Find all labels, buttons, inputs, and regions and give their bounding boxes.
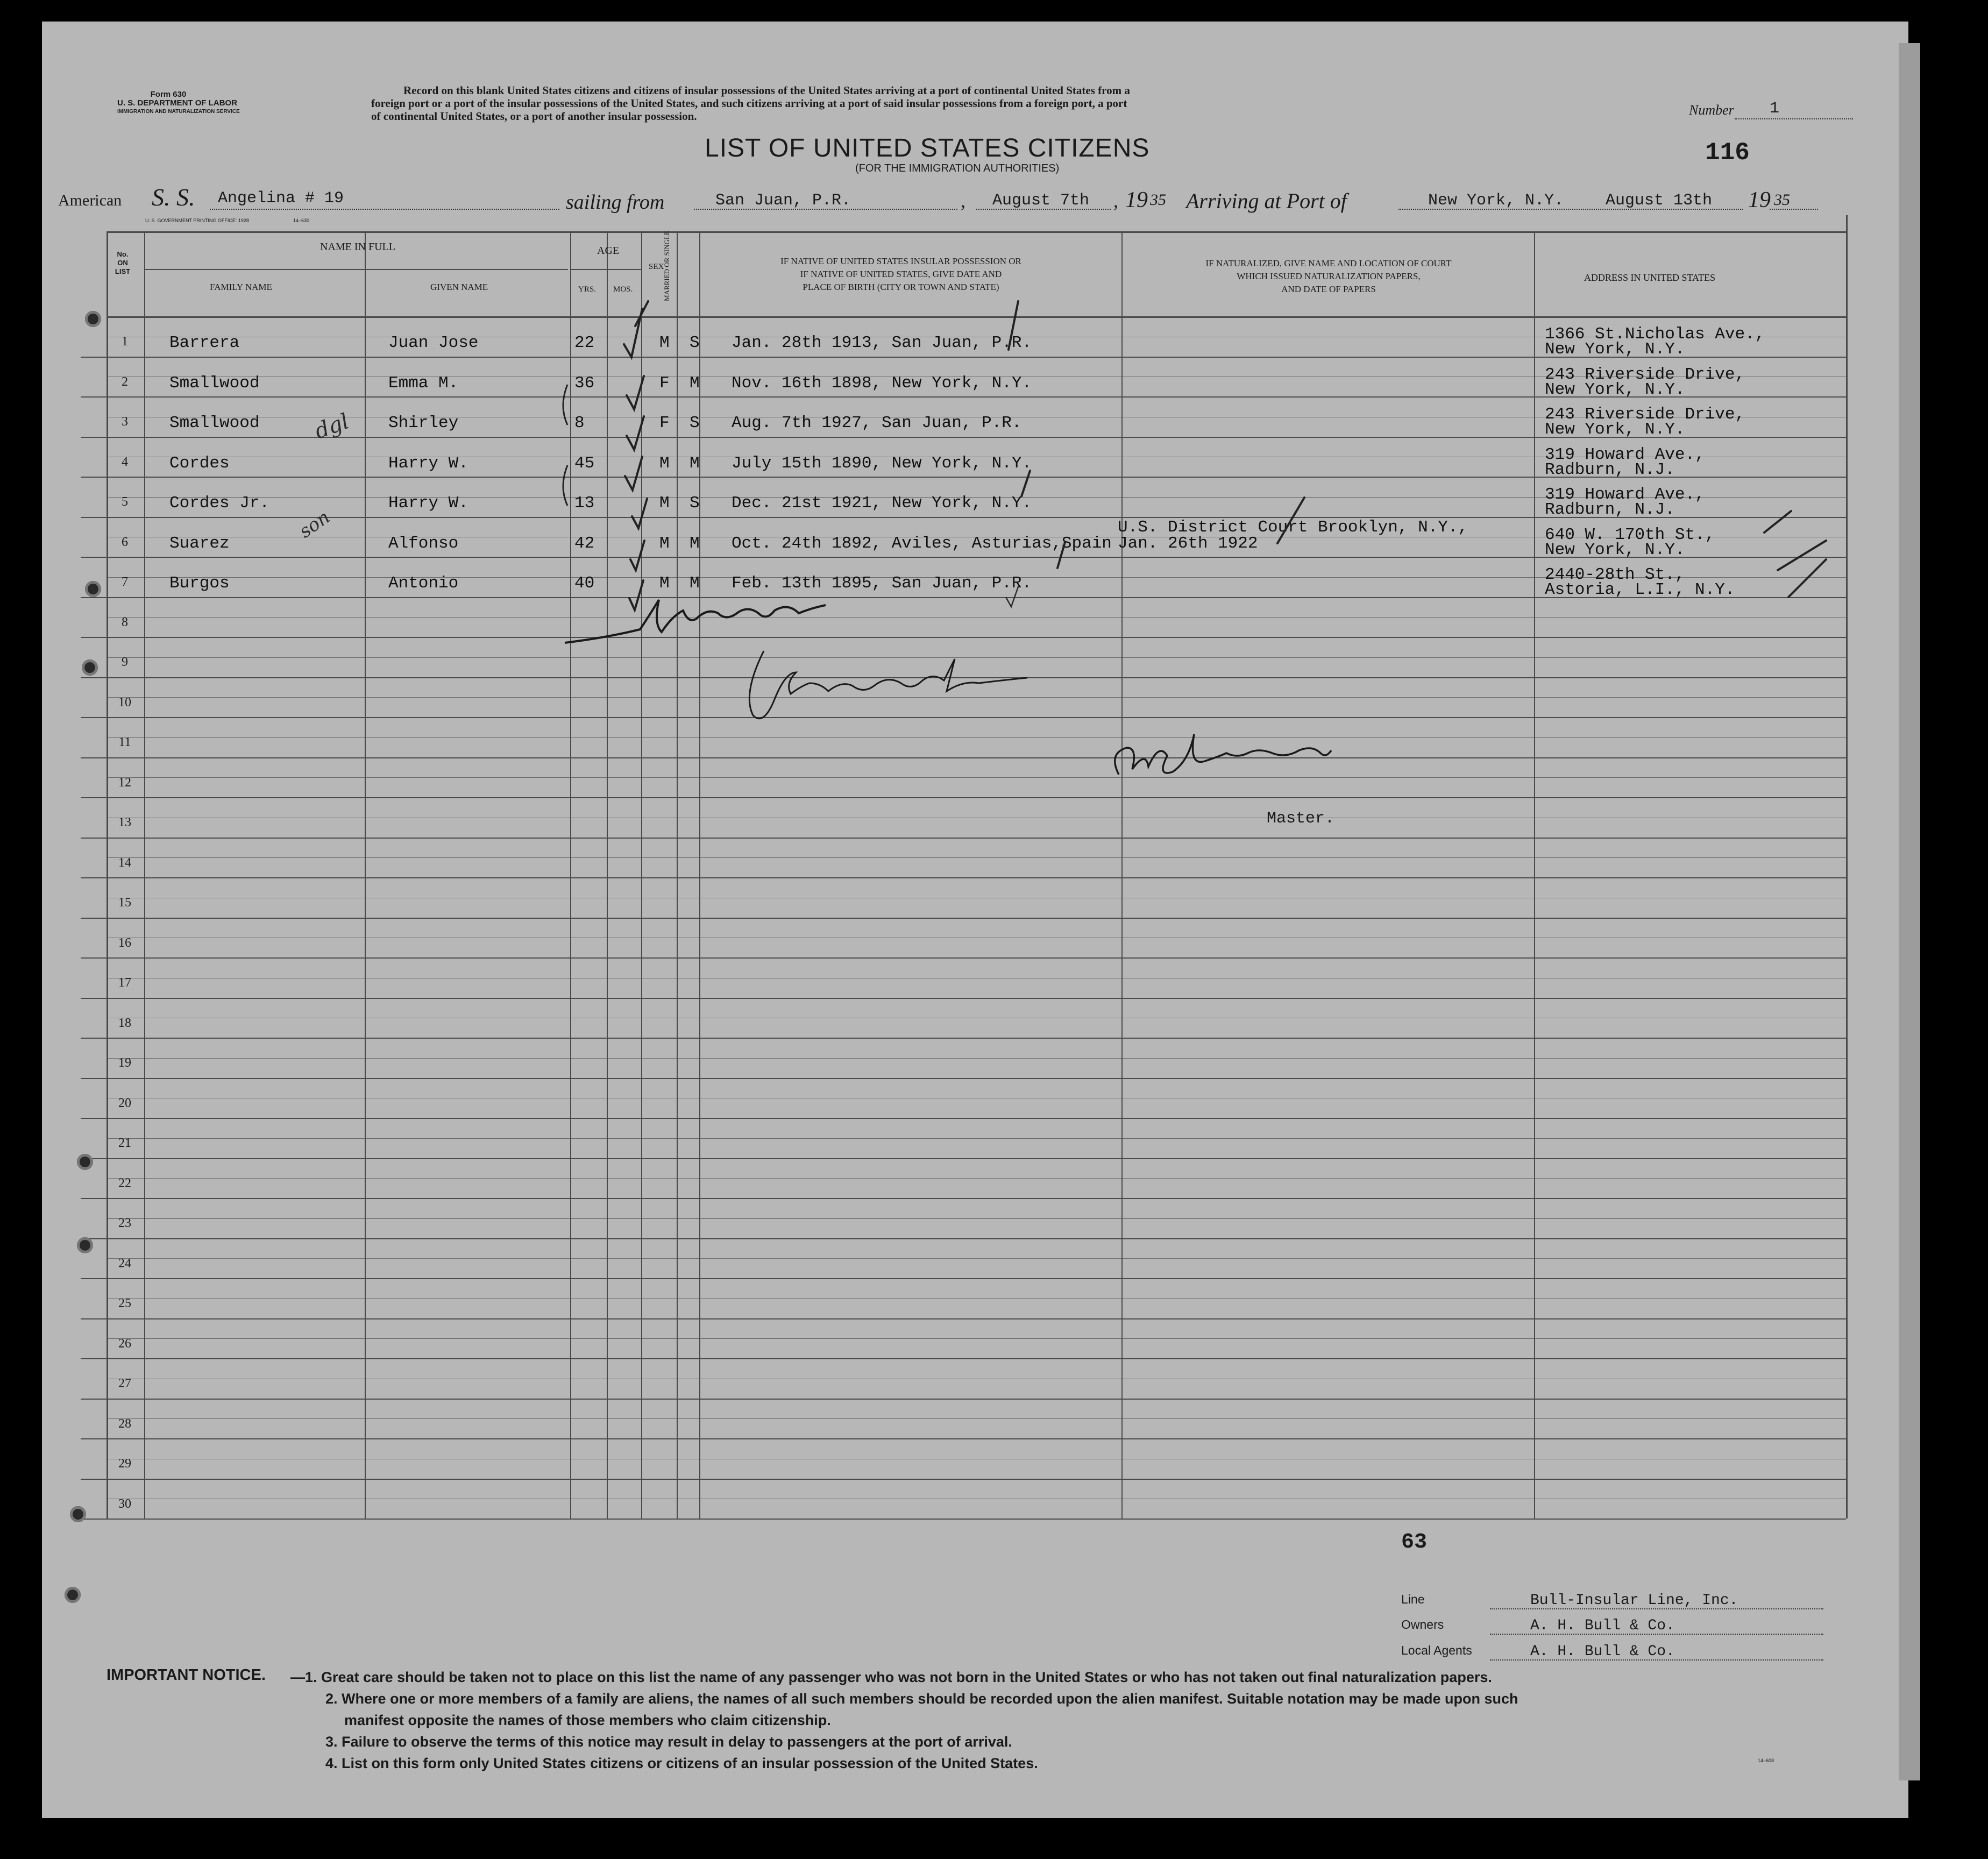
row-number: 1 <box>122 335 128 349</box>
row-number: 8 <box>122 615 128 629</box>
address-line-1-cell: 319 Howard Ave., <box>1545 445 1705 464</box>
marital-status-cell: M <box>690 454 700 473</box>
row-number: 13 <box>118 815 131 829</box>
header-age: AGE <box>597 245 620 257</box>
stamp-number: 63 <box>1401 1530 1428 1555</box>
margin-note-son: son <box>295 506 334 543</box>
age-years-cell: 8 <box>574 414 585 432</box>
family-name-cell: Suarez <box>169 534 230 553</box>
family-name-cell: Cordes <box>169 454 230 473</box>
marital-status-cell: S <box>690 334 700 352</box>
address-line-2-cell: New York, N.Y. <box>1545 380 1685 399</box>
check-marks <box>624 301 1826 610</box>
margin-notes <box>1006 585 1019 607</box>
header-name-in-full: NAME IN FULL <box>320 241 395 253</box>
brackets <box>563 385 567 506</box>
instruction-line: of continental United States, or a port of another insular possession. <box>371 110 697 123</box>
sex-cell: M <box>659 494 670 513</box>
notice-items <box>290 1666 1518 1774</box>
address-line-1-cell: 2440-28th St., <box>1545 565 1685 584</box>
check-mark <box>627 376 644 409</box>
check-mark <box>1057 542 1065 568</box>
address-line-1-cell: 243 Riverside Drive, <box>1545 365 1745 384</box>
given-name-cell: Antonio <box>388 574 459 593</box>
row-number: 30 <box>118 1497 131 1511</box>
header-text: IF NATIVE OF UNITED STATES INSULAR POSSESSION OR <box>780 256 1021 266</box>
check-mark <box>627 416 644 450</box>
header-text: LIST <box>115 267 131 275</box>
address-line-1-cell: 640 W. 170th St., <box>1545 526 1715 544</box>
sailing-from-label: sailing from <box>566 191 665 214</box>
marital-status-cell: S <box>690 494 700 513</box>
owners-label: Owners <box>1401 1617 1444 1631</box>
check-mark <box>1764 511 1791 533</box>
notice-item: manifest opposite the names of those members who claim citizenship. <box>344 1712 831 1728</box>
address-line-2-cell: New York, N.Y. <box>1545 340 1685 359</box>
header-family-name: FAMILY NAME <box>210 282 272 292</box>
instruction-line: Record on this blank United States citizens and citizens of insular possessions of the United States arriving at a port of continental United States from a <box>403 84 1130 97</box>
family-name-cell: Cordes Jr. <box>169 494 270 513</box>
family-name-cell: Barrera <box>169 334 240 352</box>
header-address: ADDRESS IN UNITED STATES <box>1584 272 1716 283</box>
address-line-2-cell: New York, N.Y. <box>1545 541 1685 559</box>
notice-item: 2. Where one or more members of a family are aliens, the names of all such members should be recorded upon the alien manifest. Suitable notation may be made upon such <box>325 1691 1518 1707</box>
address-line-1-cell: 243 Riverside Drive, <box>1545 405 1745 424</box>
signature-2 <box>749 651 1027 719</box>
row-number: 12 <box>118 776 131 790</box>
row-number: 28 <box>118 1417 131 1431</box>
row-number: 5 <box>122 495 128 509</box>
header-text: ON <box>117 259 128 267</box>
row-number: 10 <box>118 696 131 709</box>
row-number: 25 <box>118 1296 131 1310</box>
header-text: IF NATIVE OF UNITED STATES, GIVE DATE AND <box>800 269 1002 279</box>
master-label: Master. <box>1267 810 1335 828</box>
arrival-date: August 13th <box>1606 191 1713 210</box>
naturalization-date-cell: Jan. 26th 1922 <box>1118 534 1258 553</box>
check-mark <box>629 580 643 610</box>
marital-status-cell: S <box>690 414 700 432</box>
given-name-cell: Harry W. <box>388 454 468 473</box>
given-name-cell: Juan Jose <box>388 334 479 352</box>
form-dept: U. S. DEPARTMENT OF LABOR <box>117 98 238 108</box>
check-mark <box>1021 471 1030 496</box>
check-mark <box>630 541 644 570</box>
header-married-or-single: MARRIED OR SINGLE <box>663 231 671 301</box>
page-number-stamp: 116 <box>1705 139 1750 167</box>
line-label: Line <box>1401 1592 1425 1606</box>
birth-cell: Oct. 24th 1892, Aviles, Asturias,Spain <box>732 534 1112 553</box>
address-line-2-cell: Radburn, N.J. <box>1545 460 1675 479</box>
birth-cell: July 15th 1890, New York, N.Y. <box>732 454 1032 473</box>
row-number: 11 <box>118 735 131 749</box>
address-line-1-cell: 319 Howard Ave., <box>1545 485 1705 504</box>
arrival-year: 35 <box>1774 191 1790 209</box>
bracket <box>563 465 567 506</box>
address-line-2-cell: Astoria, L.I., N.Y. <box>1545 580 1735 599</box>
address-line-2-cell: Radburn, N.J. <box>1545 500 1675 519</box>
sex-cell: M <box>659 574 670 593</box>
row-number: 9 <box>122 655 128 669</box>
sex-cell: M <box>659 334 670 352</box>
marital-status-cell: M <box>690 374 700 393</box>
printing-office: U. S. GOVERNMENT PRINTING OFFICE: 1928 <box>145 218 249 223</box>
header-yrs: YRS. <box>578 285 596 294</box>
row-number: 3 <box>122 415 128 429</box>
age-years-cell: 45 <box>574 454 595 473</box>
row-number: 18 <box>118 1016 131 1030</box>
age-years-cell: 36 <box>574 374 595 393</box>
age-years-cell: 42 <box>574 534 595 553</box>
ss-label: S. S. <box>152 183 195 211</box>
age-years-cell: 13 <box>574 494 595 513</box>
family-name-cell: Smallwood <box>169 374 260 393</box>
footer-code: 14–608 <box>1758 1758 1774 1763</box>
sail-year: 35 <box>1150 191 1166 209</box>
check-mark <box>1788 559 1826 597</box>
vessel-name: Angelina # 19 <box>218 189 344 208</box>
number-value: 1 <box>1770 100 1780 118</box>
row-number: 4 <box>122 455 128 469</box>
header-text: No. <box>117 250 129 258</box>
header-text: PLACE OF BIRTH (CITY OR TOWN AND STATE) <box>803 282 999 292</box>
printing-code: 14–630 <box>293 218 310 223</box>
header-given-name: GIVEN NAME <box>430 282 488 292</box>
row-number: 26 <box>118 1337 131 1351</box>
row-number: 7 <box>122 575 128 589</box>
address-line-1-cell: 1366 St.Nicholas Ave., <box>1545 325 1765 344</box>
row-number: 16 <box>118 936 131 950</box>
age-years-cell: 40 <box>574 574 595 593</box>
notice-item: —1. Great care should be taken not to place on this list the name of any passenger who was not born in the United States or who has not taken out final naturalization papers. <box>290 1669 1492 1685</box>
family-name-cell: Burgos <box>169 574 230 593</box>
arrival-port: New York, N.Y. <box>1428 191 1564 210</box>
margin-note-daughter: dgl <box>311 409 352 444</box>
sex-cell: F <box>659 414 670 432</box>
birth-cell: Feb. 13th 1895, San Juan, P.R. <box>732 574 1032 593</box>
row-number: 21 <box>118 1136 131 1150</box>
address-line-2-cell: New York, N.Y. <box>1545 420 1685 439</box>
birth-cell: Dec. 21st 1921, New York, N.Y. <box>732 494 1032 513</box>
check-mark <box>1277 498 1304 543</box>
notice-heading: IMPORTANT NOTICE. <box>106 1666 266 1684</box>
row-number: 27 <box>118 1376 131 1390</box>
header-text: IF NATURALIZED, GIVE NAME AND LOCATION OF COURT <box>1205 258 1452 268</box>
notice-item: 3. Failure to observe the terms of this notice may result in delay to passengers at the port of arrival. <box>325 1734 1012 1750</box>
row-number: 29 <box>118 1457 131 1471</box>
sail-date: August 7th <box>992 191 1090 210</box>
check-mark <box>1009 301 1018 350</box>
signature-1 <box>565 600 826 643</box>
header-text: AND DATE OF PAPERS <box>1281 284 1376 294</box>
marital-status-cell: M <box>690 574 700 593</box>
header-sex: SEX <box>649 262 664 271</box>
arrival-year-prefix: 19 <box>1748 188 1771 212</box>
page-subtitle: (FOR THE IMMIGRATION AUTHORITIES) <box>855 162 1060 174</box>
family-name-cell: Smallwood <box>169 414 260 432</box>
naturalization-court-cell: U.S. District Court Brooklyn, N.Y., <box>1118 518 1468 537</box>
age-years-cell: 22 <box>574 334 595 352</box>
marital-status-cell: M <box>690 534 700 553</box>
instruction-line: foreign port or a port of the insular possessions of the United States, and such citizens arriving at a port of said insular possessions from a foreign port, a port <box>371 97 1127 110</box>
flag-label: American <box>58 191 122 209</box>
agents-label: Local Agents <box>1401 1643 1472 1657</box>
row-number: 19 <box>118 1056 131 1070</box>
owners-value: A. H. Bull & Co. <box>1530 1617 1675 1634</box>
check-mark <box>632 499 647 528</box>
row-number: 17 <box>118 976 131 990</box>
row-number: 20 <box>118 1096 131 1110</box>
header-mos: MOS. <box>613 285 633 294</box>
row-number: 24 <box>118 1257 131 1271</box>
comma: , <box>1113 190 1118 211</box>
row-number: 22 <box>118 1176 131 1190</box>
sex-cell: M <box>659 534 670 553</box>
row-number: 2 <box>122 375 128 389</box>
check-mark <box>625 457 642 490</box>
agents-value: A. H. Bull & Co. <box>1530 1643 1675 1660</box>
given-name-cell: Emma M. <box>388 374 459 393</box>
sail-year-prefix: 19 <box>1125 188 1148 212</box>
check-mark <box>635 301 648 326</box>
given-name-cell: Harry W. <box>388 494 468 513</box>
signature-master <box>1115 734 1331 775</box>
sex-cell: F <box>659 374 670 393</box>
birth-cell: Aug. 7th 1927, San Juan, P.R. <box>732 414 1022 432</box>
birth-cell: Nov. 16th 1898, New York, N.Y. <box>732 374 1032 393</box>
notice-item: 4. List on this form only United States citizens or citizens of an insular possession of the United States. <box>325 1755 1038 1771</box>
given-name-cell: Shirley <box>388 414 459 432</box>
row-number: 15 <box>118 896 131 910</box>
form-service: IMMIGRATION AND NATURALIZATION SERVICE <box>117 109 240 115</box>
sex-cell: M <box>659 454 670 473</box>
number-label: Number <box>1689 102 1734 118</box>
header-text: WHICH ISSUED NATURALIZATION PAPERS, <box>1237 271 1421 281</box>
bracket <box>563 385 567 425</box>
form-number: Form 630 <box>150 90 187 99</box>
line-value: Bull-Insular Line, Inc. <box>1530 1592 1738 1609</box>
given-name-cell: Alfonso <box>388 534 459 553</box>
sailing-from-port: San Juan, P.R. <box>715 191 851 210</box>
row-number: 14 <box>118 856 131 870</box>
birth-cell: Jan. 28th 1913, San Juan, P.R. <box>732 334 1032 352</box>
arriving-label: Arriving at Port of <box>1186 189 1347 213</box>
row-number: 6 <box>122 535 128 549</box>
row-number: 23 <box>118 1216 131 1230</box>
comma: , <box>961 190 965 211</box>
page-title: LIST OF UNITED STATES CITIZENS <box>705 134 1150 162</box>
